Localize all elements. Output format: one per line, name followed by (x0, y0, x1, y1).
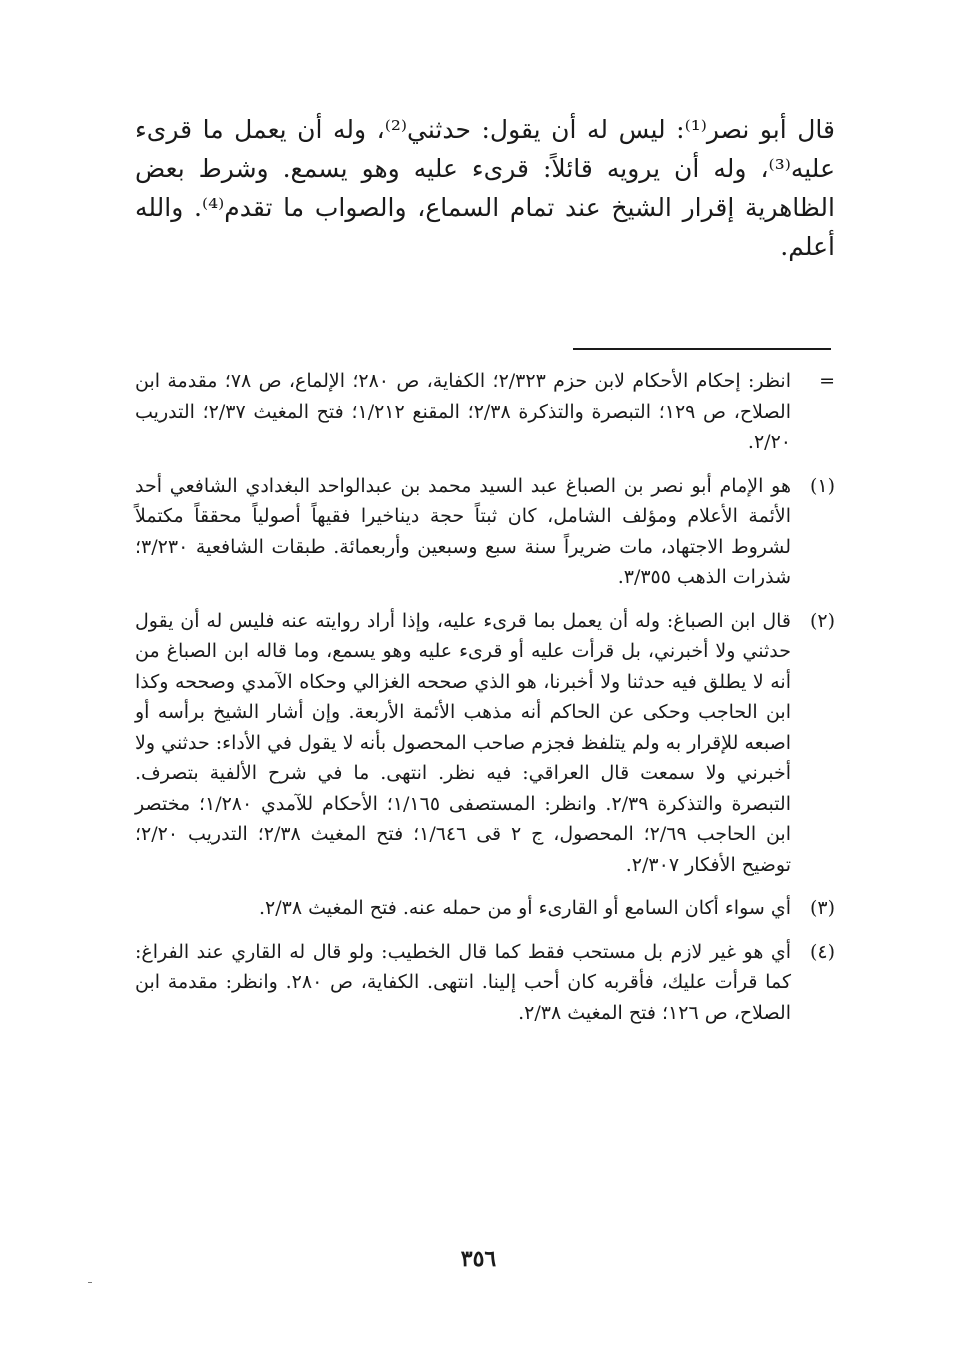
main-text-block (135, 110, 835, 266)
footnotes (135, 366, 835, 1041)
footnote-text: أي هو غير لازم بل مستحب فقط كما قال الخطيب: ولو قال له القاري عند الفراغ: كما قرأت عليك، فأقربه كان أحب إلينا. انتهى. الكفاية، ص ٢٨٠. وانظر: مقدمة ابن الصلاح، ص ١٢٦؛ فتح المغيث ٢/٣٨. (135, 940, 792, 1024)
footnote-1 (135, 471, 835, 593)
footnote-marker: (٢) (809, 609, 835, 632)
footnote-4 (135, 937, 835, 1029)
footnote-marker: (٤) (809, 940, 835, 963)
footnote-marker: = (819, 370, 835, 392)
main-paragraph-text: قال أبو نصر⁽¹⁾: ليس له أن يقول: حدثني⁽²⁾، وله أن يعمل ما قرىء عليه⁽³⁾، وله أن يرويه قائلاً: قرىء عليه وهو يسمع. وشرط بعض الظاهرية إقرار الشيخ عند تمام السماع، والصواب ما تقدم⁽⁴⁾. والله أعلم. (135, 115, 835, 261)
main-paragraph (135, 110, 835, 266)
footnote-text: هو الإمام أبو نصر بن الصباغ عبد السيد محمد بن عبدالواحد البغدادي الشافعي أحد الأئمة الأعلام ومؤلف الشامل، كان ثبتاً حجة ديناخيرا فقيهاً أصولياً محققاً مكتملاً لشروط الاجتهاد، مات ضريراً سنة سبع وسبعين وأربعمائة. طبقات الشافعية ٣/٢٣٠؛ شذرات الذهب ٣/٣٥٥. (135, 474, 791, 588)
footnote-2 (135, 606, 835, 881)
footnote-marker: (١) (809, 474, 835, 497)
footnote-text: قال ابن الصباغ: وله أن يعمل بما قرىء عليه، وإذا أراد روايته عنه فليس له أن يقول حدثني ولا أخبرني، بل قرأت عليه أو قرىء عليه وهو يسمع، وما قاله ابن الصباغ من أنه لا يطلق فيه حدثنا ولا أخبرنا، هو الذي صححه الغزالي وحكاه الآمدي وصححه وكذا ابن الحاجب وحكى عن الحاكم أنه مذهب الأئمة الأربعة. وإن أشار الشيخ برأسه أو اصبعه للإقرار به ولم يتلفظ فجزم صاحب المحصول بأنه لا يقول في الأداء: حدثني ولا أخبرني ولا سمعت قال العراقي: فيه نظر. انتهى. ما في شرح الألفية بتصرف. التبصرة والتذكرة ٢/٣٩. وانظر: المستصفى ١/١٦٥؛ الأحكام للآمدي ١/٢٨٠؛ مختصر ابن الحاجب ٢/٦٩؛ المحصول، ج ٢ قى ١/٦٤٦؛ فتح المغيث ٢/٣٨؛ التدريب ٢/٢٠؛ توضيح الأفكار ٢/٣٠٧. (135, 609, 791, 876)
scan-speck (88, 1282, 92, 1283)
page-number: ٣٥٦ (460, 1246, 497, 1272)
footnote-divider (573, 348, 831, 350)
footnote-marker: (٣) (809, 897, 835, 919)
footnote-text: أي سواء أكان السامع أو القارىء أو من حمله عنه. فتح المغيث ٢/٣٨. (258, 897, 791, 919)
footnote-3 (135, 893, 835, 924)
footnote-continuation (135, 366, 835, 458)
footnote-text: انظر: إحكام الأحكام لابن حزم ٢/٣٢٣؛ الكفاية، ص ٢٨٠؛ الإلماع، ص ٧٨؛ مقدمة ابن الصلاح، ص ١٢٩؛ التبصرة والتذكرة ٢/٣٨؛ المقنع ١/٢١٢؛ فتح المغيث ٢/٣٧؛ التدريب ٢/٢٠. (135, 370, 791, 453)
